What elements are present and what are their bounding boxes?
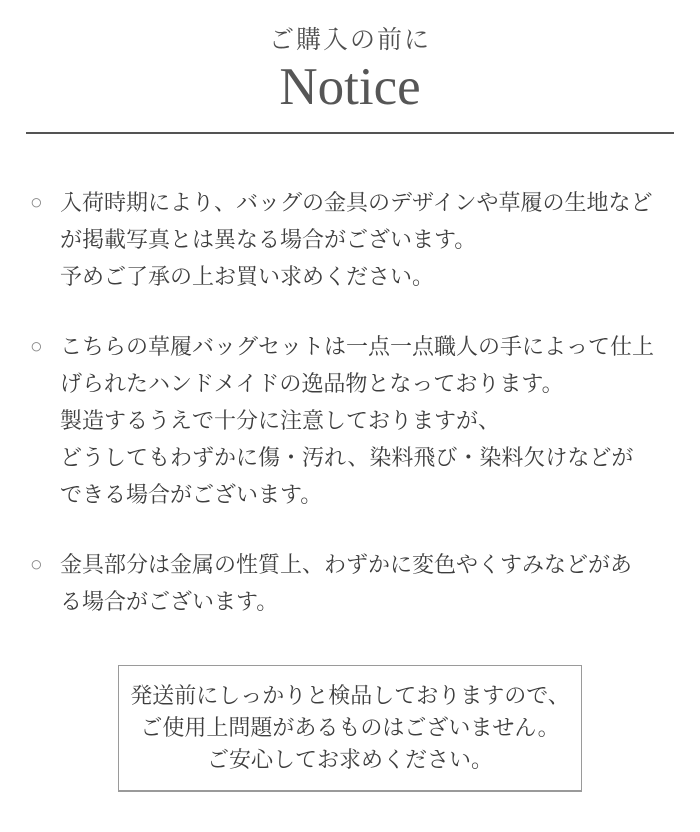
notice-line: げられたハンドメイドの逸品物となっております。 bbox=[60, 371, 564, 396]
notice-item bbox=[30, 328, 670, 513]
notice-list bbox=[0, 134, 700, 620]
page-subtitle-jp: ご購入の前に bbox=[268, 27, 431, 54]
notice-text bbox=[60, 546, 670, 620]
circle-bullet-icon: ○ bbox=[30, 553, 43, 576]
assurance-line: 発送前にしっかりと検品しておりますので、 bbox=[130, 683, 570, 708]
notice-line: こちらの草履バッグセットは一点一点職人の手によって仕上 bbox=[60, 334, 655, 359]
notice-line: 予めご了承の上お買い求めください。 bbox=[60, 264, 435, 289]
notice-item bbox=[30, 184, 670, 295]
assurance-box bbox=[118, 665, 582, 792]
assurance-line: ご安心してお求めください。 bbox=[206, 747, 493, 772]
notice-text bbox=[60, 328, 670, 513]
circle-bullet-icon: ○ bbox=[30, 335, 43, 358]
notice-line: 製造するうえで十分に注意しておりますが、 bbox=[60, 408, 501, 433]
notice-line: できる場合がございます。 bbox=[60, 482, 323, 507]
assurance-line: ご使用上問題があるものはございません。 bbox=[140, 715, 560, 740]
page-title: Notice bbox=[279, 58, 421, 116]
notice-text bbox=[60, 184, 670, 295]
notice-line: が掲載写真とは異なる場合がございます。 bbox=[60, 227, 477, 252]
circle-bullet-icon: ○ bbox=[30, 191, 43, 214]
header bbox=[0, 0, 700, 117]
notice-item bbox=[30, 546, 670, 620]
notice-line: 入荷時期により、バッグの金具のデザインや草履の生地など bbox=[60, 190, 653, 215]
notice-line: どうしてもわずかに傷・汚れ、染料飛び・染料欠けなどが bbox=[60, 445, 634, 470]
notice-line: 金具部分は金属の性質上、わずかに変色やくすみなどがあ bbox=[60, 552, 633, 577]
notice-line: る場合がございます。 bbox=[60, 589, 279, 614]
